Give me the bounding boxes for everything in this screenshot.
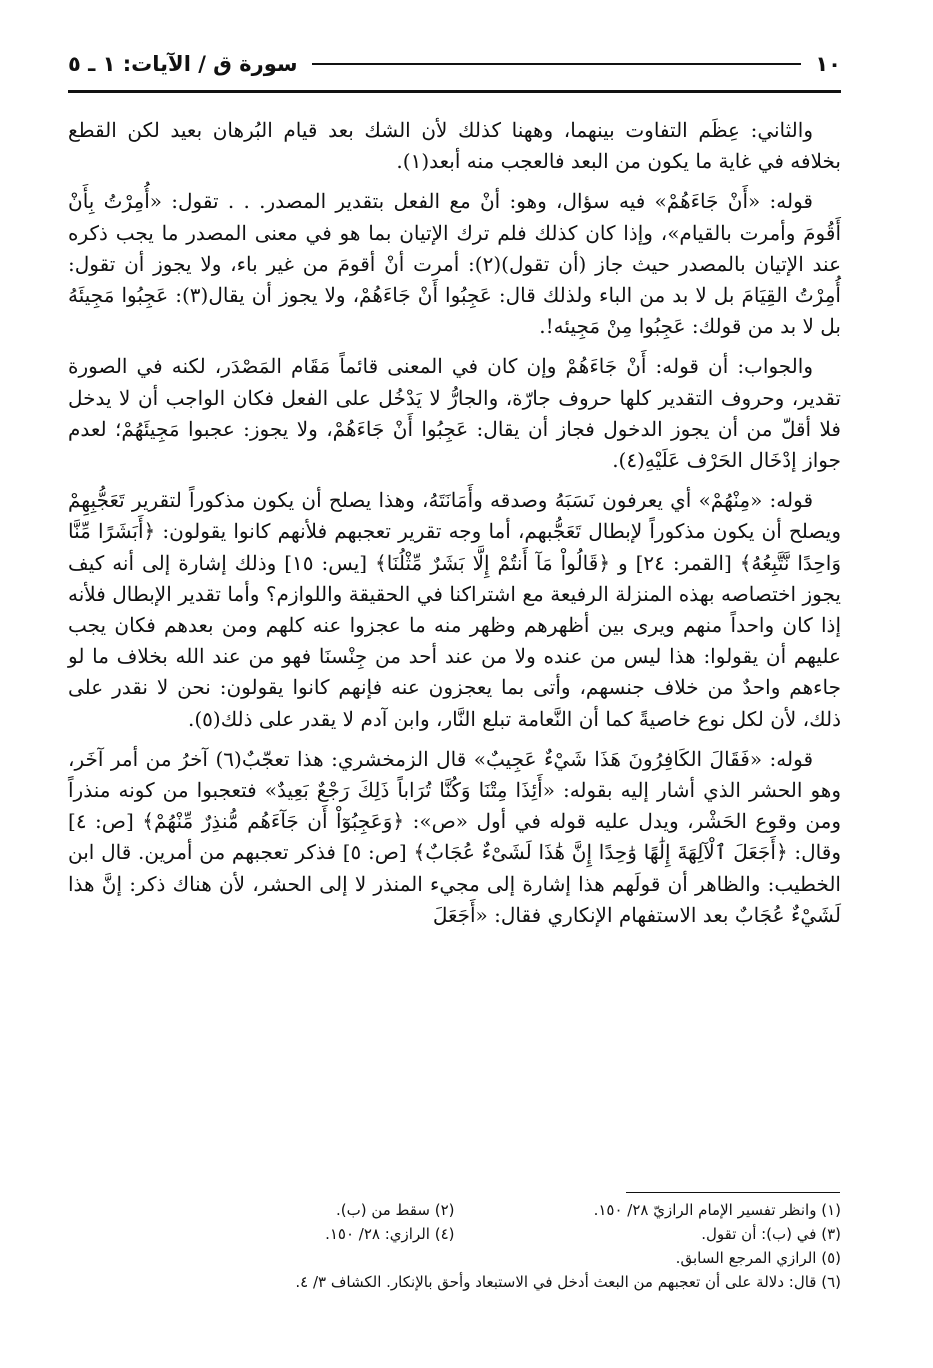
footnote-1: (١) وانظر تفسير الإمام الرازيّ ٢٨/ ١٥٠. bbox=[593, 1201, 841, 1219]
paragraph: قوله: «مِنْهُمْ» أي يعرفون نَسَبَهُ وصدقه وأَمَانَتَهُ، وهذا يصلح أن يكون مذكوراً لتقرير تَعَجُّبِهِمْ ويصلح أن يكون مذكوراً لإبطال تَعَجُّبهم، أما وجه تقرير تعجبهم فلأنهم كانوا يقولون: ﴿أَبَشَرًا مِّنَّا وَاحِدًا نَّتَّبِعُهُ﴾ [القمر: ٢٤] و ﴿قَالُواْ مَآ أَنتُمْ إِلَّا بَشَرٌ مِّثْلُنَا﴾ [يس: ١٥] وذلك إشارة إلى أنه كيف يجوز اختصاصه بهذه المنزلة الرفيعة مع اشتراكنا في الحقيقة واللوازم؟ وأما تقدير الإبطال فلأنه إذا كان واحداً منهم ويرى بين أظهرهم وظهر منه ما عجزوا عنه كلهم ومن بعدهم فكان يجب عليهم أن يقولوا: هذا ليس من عنده ولا من عند أحد من جِنْسنَا فهو من عند الله بخلاف ما لو جاءهم واحدٌ من خلاف جنسهم، وأتى بما يعجزون عنه فإنهم كانوا يقولون: نحن لا نقدر على ذلك، لأن لكل نوع خاصيةً كما أن النَّعامة تبلع النَّار، وابن آدم لا يقدر على ذلك(٥). bbox=[68, 488, 842, 731]
paragraph: والجواب: أن قوله: أَنْ جَاءَهُمْ وإن كان في المعنى قائماً مَقَام المَصْدَر، لكنه في الصورة تقدير، وحروف التقدير كلها حروف جارّة، والجارُّ لا يَدْخُل على الفعل فكان الواجب أن لا يدخل فلا أقلّ من أن يجوز الدخول فجاز أن يقال: عَجِبُوا أَنْ جَاءَهُمْ، ولا يجوز: عجبوا مَجِيئَهُمْ؛ لعدم جواز إدْخَال الحَرْف عَلَيْهِ(٤). bbox=[68, 354, 841, 473]
main-text bbox=[68, 115, 841, 940]
footnote-6: (٦) قال: دلالة على أن تعجبهم من البعث أدخل في الاستبعاد وأحق بالإنكار. الكشاف ٣/ ٤. bbox=[295, 1273, 841, 1291]
footnote-row bbox=[68, 1222, 841, 1246]
footnote-2: (٢) سقط من (ب). bbox=[335, 1201, 455, 1219]
paragraph: قوله: «فَقَالَ الكَافِرُونَ هَذَا شَيْءٌ عَجِيبٌ» قال الزمخشري: هذا تعجّبٌ(٦) آخرُ من أمر آخَر، وهو الحشر الذي أشار إليه بقوله: «أَئِذَا مِتْنَا وَكُنَّا تُرَاباً ذَلِكَ رَجْعٌ بَعِيدٌ» فتعجبوا من كونه منذراً ومن وقوع الحَشْر، ويدل عليه قوله في أول «ص»: ﴿وَعَجِبُوٓاْ أَن جَآءَهُم مُّنذِرٌ مِّنْهُمْ﴾ [ص: ٤] وقال: ﴿أَجَعَلَ ٱلْآلِهَةَ إِلَٰهًا وَٰحِدًا إِنَّ هَٰذَا لَشَىْءٌ عُجَابٌ﴾ [ص: ٥] فذكر تعجبهم من أمرين. قال ابن الخطيب: والظاهر أن قولَهم هذا إشارة إلى مجيء المنذر لا إلى الحشر، لأن هناك ذكر: إنَّ هذا لَشَيْءٌ عُجَابٌ بعد الاستفهام الإنكاري فقال: «أَجَعَلَ bbox=[68, 746, 841, 927]
header-rule bbox=[312, 63, 802, 65]
header-divider bbox=[68, 90, 841, 93]
page-number: ١٠ bbox=[815, 52, 841, 76]
footnote-4: (٤) الرازي: ٢٨/ ١٥٠. bbox=[325, 1225, 455, 1243]
footnote-row bbox=[68, 1198, 841, 1222]
footnote-5: (٥) الرازي المرجع السابق. bbox=[675, 1249, 841, 1267]
paragraph: والثاني: عِظَم التفاوت بينهما، وههنا كذلك لأن الشك بعد قيام البُرهان بعيد لكن القطع بخلافه في غاية ما يكون من البعد فالعجب منه أبعد(١). bbox=[68, 118, 841, 174]
footnote-divider bbox=[626, 1192, 840, 1193]
footnote-3: (٣) في (ب): أن تقول. bbox=[701, 1225, 841, 1243]
paragraph: قوله: «أَنْ جَاءَهُمْ» فيه سؤال، وهو: أنْ مع الفعل بتقدير المصدر. . . تقول: «أُمِرْتُ بِأَنْ أَقُومَ وأمرت بالقيام»، وإذا كان كذلك فلم ترك الإتيان بما هو في معنى المصدر ما يجب ذكره عند الإتيان بالمصدر حيث جاز (أن تقول)(٢): أمرت أنْ أقومَ من غير باء، ولا يجوز أن تقول: أُمِرْتُ القِيَامَ بل لا بد من الباء ولذلك قال: عَجِبُوا أَنْ جَاءَهُمْ، ولا يجوز أن يقال(٣): عَجِبُوا مَجِيئَهُ بل لا بد من قولك: عَجِبُوا مِنْ مَجِيئه!. bbox=[68, 189, 841, 339]
page-header bbox=[68, 44, 841, 84]
footnotes bbox=[68, 1198, 841, 1294]
surah-title: سورة ق / الآيات: ١ ـ ٥ bbox=[68, 52, 298, 76]
